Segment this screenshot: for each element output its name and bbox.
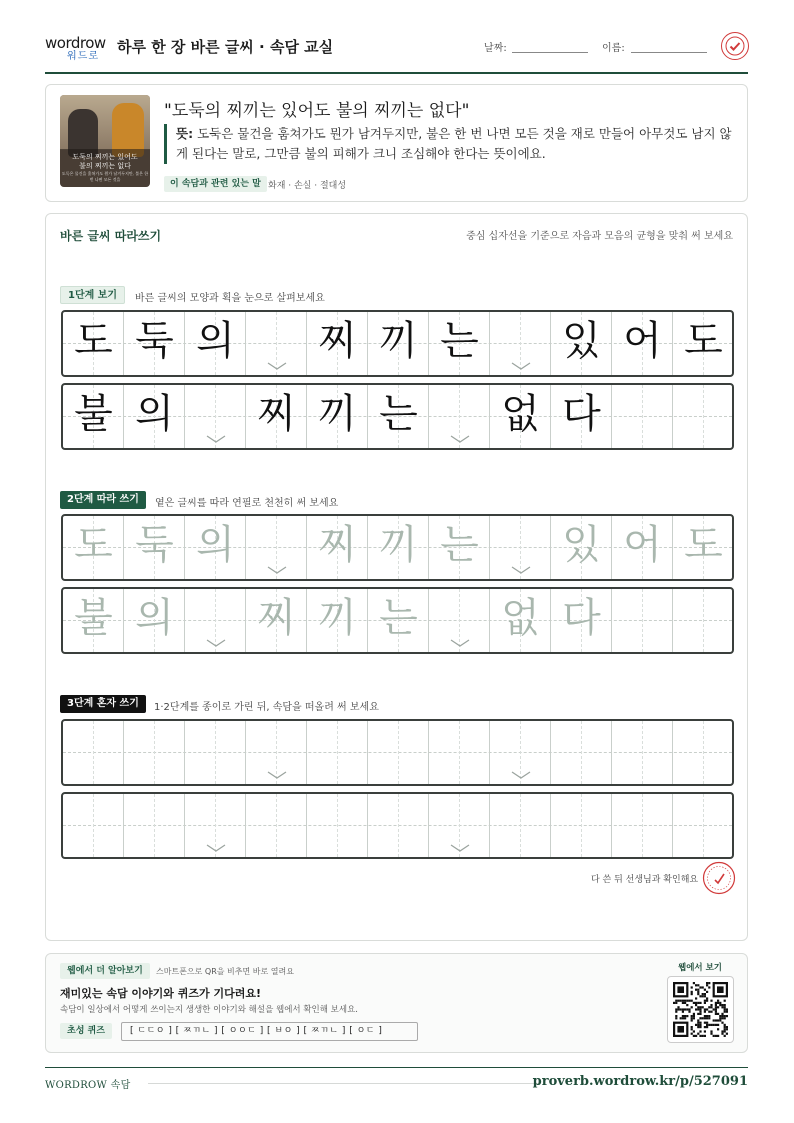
practice-guide: 중심 십자선을 기준으로 자음과 모음의 균형을 맞춰 써 보세요: [466, 231, 733, 242]
step2-desc: 옅은 글씨를 따라 연필로 천천히 써 보세요: [155, 498, 339, 509]
grid-char: 는: [379, 391, 418, 437]
free-row-1[interactable]: [61, 719, 734, 786]
step2-badge: 2단계 따라 쓰기: [60, 491, 146, 509]
space-mark-icon: [449, 843, 471, 853]
proverb-meaning: [164, 124, 739, 164]
grid-cell[interactable]: [246, 516, 307, 579]
footer-rule: [148, 1083, 540, 1084]
grid-cell[interactable]: [429, 721, 490, 784]
logo-subtext: 워드로: [67, 51, 99, 62]
space-mark-icon: [510, 361, 532, 371]
grid-cell[interactable]: [307, 516, 368, 579]
grid-cell[interactable]: [490, 589, 551, 652]
grid-char: 찌: [257, 595, 296, 641]
grid-cell[interactable]: [551, 589, 612, 652]
grid-cell[interactable]: [368, 794, 429, 857]
practice-card: [45, 213, 748, 941]
grid-char: 불: [74, 595, 113, 641]
page-header: [45, 28, 748, 74]
grid-char: 의: [196, 522, 235, 568]
step1-desc: 바른 글씨의 모양과 획을 눈으로 살펴보세요: [135, 293, 325, 304]
meaning-label: 뜻:: [176, 126, 194, 141]
name-label: 이름:: [602, 43, 625, 54]
space-mark-icon: [205, 638, 227, 648]
proverb-illustration: [60, 95, 150, 187]
grid-cell[interactable]: [429, 516, 490, 579]
grid-cell[interactable]: [246, 589, 307, 652]
grid-cell[interactable]: [368, 721, 429, 784]
qr-hint: 스마트폰으로 QR을 비추면 바로 열려요: [156, 967, 294, 976]
grid-char: 끼: [379, 318, 418, 364]
free-row-2[interactable]: [61, 792, 734, 859]
illustration-caption: 도둑의 찌끼는 있어도 불의 찌끼는 없다 도둑은 물건을 훔쳐가도 뭔가 남겨두지만, 불은 한 번 나면 모든 것을: [60, 149, 150, 187]
grid-cell[interactable]: [673, 721, 734, 784]
date-label: 날짜:: [484, 43, 507, 54]
grid-char: 없: [501, 391, 540, 437]
space-mark-icon: [205, 843, 227, 853]
grid-cell[interactable]: [551, 516, 612, 579]
grid-cell[interactable]: [551, 794, 612, 857]
grid-cell: [246, 312, 307, 375]
grid-char: 는: [440, 318, 479, 364]
grid-cell: [124, 312, 185, 375]
space-mark-icon: [205, 434, 227, 444]
meaning-text: 도둑은 물건을 훔쳐가도 뭔가 남겨두지만, 불은 한 번 나면 모든 것을 재로 만들어 아무것도 남지 않게 된다는 말로, 그만큼 불의 피해가 크니 조심해야 한다는 뜻이에요.: [176, 126, 732, 161]
grid-cell[interactable]: [307, 721, 368, 784]
grid-char: 둑: [135, 318, 174, 364]
grid-char: 찌: [257, 391, 296, 437]
grid-char: 의: [135, 391, 174, 437]
grid-cell[interactable]: [63, 721, 124, 784]
grid-cell[interactable]: [185, 721, 246, 784]
name-field[interactable]: [631, 52, 707, 53]
logo-text: wordrow: [45, 34, 106, 52]
web-body: 속담이 일상에서 어떻게 쓰이는지 생생한 이야기와 해설을 웹에서 확인해 보세요.: [60, 1005, 358, 1015]
grid-cell: [551, 312, 612, 375]
grid-cell: [63, 312, 124, 375]
step3-badge: 3단계 혼자 쓰기: [60, 695, 146, 713]
grid-cell: [124, 385, 185, 448]
good-job-stamp-icon: [702, 861, 736, 895]
grid-cell: [551, 385, 612, 448]
grid-cell[interactable]: [612, 794, 673, 857]
footer-divider: [45, 1067, 748, 1068]
grid-char: 의: [196, 318, 235, 364]
grid-cell[interactable]: [185, 589, 246, 652]
check-stamp-icon: [721, 32, 749, 60]
qr-label: 웹에서 보기: [678, 963, 723, 973]
space-mark-icon: [266, 770, 288, 780]
web-title: 재미있는 속담 이야기와 퀴즈가 기다려요!: [60, 987, 261, 1000]
grid-cell[interactable]: [63, 516, 124, 579]
grid-char: 는: [379, 595, 418, 641]
model-row-1: [61, 310, 734, 377]
grid-char: 는: [440, 522, 479, 568]
step3-desc: 1·2단계를 종이로 가린 뒤, 속담을 떠올려 써 보세요: [154, 702, 379, 713]
grid-cell: [246, 385, 307, 448]
grid-char: 의: [135, 595, 174, 641]
grid-cell: [429, 312, 490, 375]
grid-char: 있: [562, 522, 601, 568]
grid-char: 찌: [318, 522, 357, 568]
grid-char: 어: [623, 318, 662, 364]
space-mark-icon: [449, 434, 471, 444]
space-mark-icon: [266, 361, 288, 371]
proverb-text: "도둑의 찌끼는 있어도 불의 찌끼는 없다": [164, 101, 470, 121]
grid-char: 불: [74, 391, 113, 437]
grid-cell[interactable]: [429, 589, 490, 652]
grid-cell[interactable]: [673, 794, 734, 857]
grid-cell[interactable]: [368, 589, 429, 652]
space-mark-icon: [510, 770, 532, 780]
grid-cell: [185, 385, 246, 448]
space-mark-icon: [449, 638, 471, 648]
trace-row-2[interactable]: [61, 587, 734, 654]
grid-cell[interactable]: [490, 794, 551, 857]
grid-char: 도: [684, 318, 723, 364]
grid-cell[interactable]: [612, 589, 673, 652]
grid-cell[interactable]: [429, 794, 490, 857]
space-mark-icon: [266, 565, 288, 575]
step1-badge: 1단계 보기: [60, 286, 125, 304]
grid-char: 도: [74, 522, 113, 568]
grid-char: 도: [74, 318, 113, 364]
page-title: 하루 한 장 바른 글씨 · 속담 교실: [117, 38, 334, 56]
chosung-quiz: [ ㄷㄷㅇ ] [ ㅉㄲㄴ ] [ ㅇㅇㄷ ] [ ㅂㅇ ] [ ㅉㄲㄴ ] [ ㅇㄷ ]: [121, 1022, 418, 1041]
grid-cell: [612, 385, 673, 448]
footer-brand: WORDROW 속담: [45, 1080, 131, 1091]
grid-char: 끼: [318, 391, 357, 437]
grid-cell[interactable]: [63, 794, 124, 857]
grid-cell: [612, 312, 673, 375]
grid-char: 끼: [379, 522, 418, 568]
grid-cell[interactable]: [612, 721, 673, 784]
grid-cell[interactable]: [490, 516, 551, 579]
grid-char: 찌: [318, 318, 357, 364]
date-field[interactable]: [512, 52, 588, 53]
grid-cell: [368, 385, 429, 448]
grid-char: 둑: [135, 522, 174, 568]
qr-code-icon[interactable]: [667, 976, 734, 1043]
grid-char: 다: [562, 595, 601, 641]
grid-cell[interactable]: [673, 589, 734, 652]
grid-cell[interactable]: [124, 721, 185, 784]
grid-cell[interactable]: [124, 794, 185, 857]
grid-cell[interactable]: [246, 794, 307, 857]
teacher-check-text: 다 쓴 뒤 선생님과 확인해요: [591, 875, 699, 885]
grid-cell[interactable]: [551, 721, 612, 784]
grid-cell: [185, 312, 246, 375]
grid-cell[interactable]: [368, 516, 429, 579]
proverb-card: [45, 84, 748, 202]
grid-cell: [673, 312, 734, 375]
grid-cell[interactable]: [246, 721, 307, 784]
grid-cell[interactable]: [185, 794, 246, 857]
grid-cell: [307, 312, 368, 375]
grid-cell[interactable]: [63, 589, 124, 652]
grid-char: 있: [562, 318, 601, 364]
practice-title: 바른 글씨 따라쓰기: [60, 229, 162, 243]
grid-cell[interactable]: [124, 516, 185, 579]
grid-cell: [490, 385, 551, 448]
trace-row-1[interactable]: [61, 514, 734, 581]
grid-char: 끼: [318, 595, 357, 641]
related-tag: 이 속담과 관련 있는 말: [164, 176, 267, 192]
grid-char: 다: [562, 391, 601, 437]
grid-char: 어: [623, 522, 662, 568]
grid-cell: [490, 312, 551, 375]
footer-url[interactable]: proverb.wordrow.kr/p/527091: [532, 1074, 748, 1089]
grid-cell: [63, 385, 124, 448]
grid-char: 없: [501, 595, 540, 641]
grid-cell[interactable]: [185, 516, 246, 579]
grid-cell: [673, 385, 734, 448]
space-mark-icon: [510, 565, 532, 575]
grid-cell[interactable]: [673, 516, 734, 579]
grid-cell[interactable]: [490, 721, 551, 784]
web-promo-card: [45, 953, 748, 1053]
grid-cell: [368, 312, 429, 375]
grid-cell[interactable]: [307, 589, 368, 652]
grid-cell[interactable]: [307, 794, 368, 857]
grid-cell: [307, 385, 368, 448]
grid-cell[interactable]: [612, 516, 673, 579]
related-words: 화재 · 손실 · 절대성: [268, 181, 347, 191]
grid-cell: [429, 385, 490, 448]
model-row-2: [61, 383, 734, 450]
quiz-badge: 초성 퀴즈: [60, 1023, 112, 1039]
web-badge: 웹에서 더 알아보기: [60, 963, 150, 979]
grid-cell[interactable]: [124, 589, 185, 652]
grid-char: 도: [684, 522, 723, 568]
wordrow-logo: [45, 34, 109, 64]
